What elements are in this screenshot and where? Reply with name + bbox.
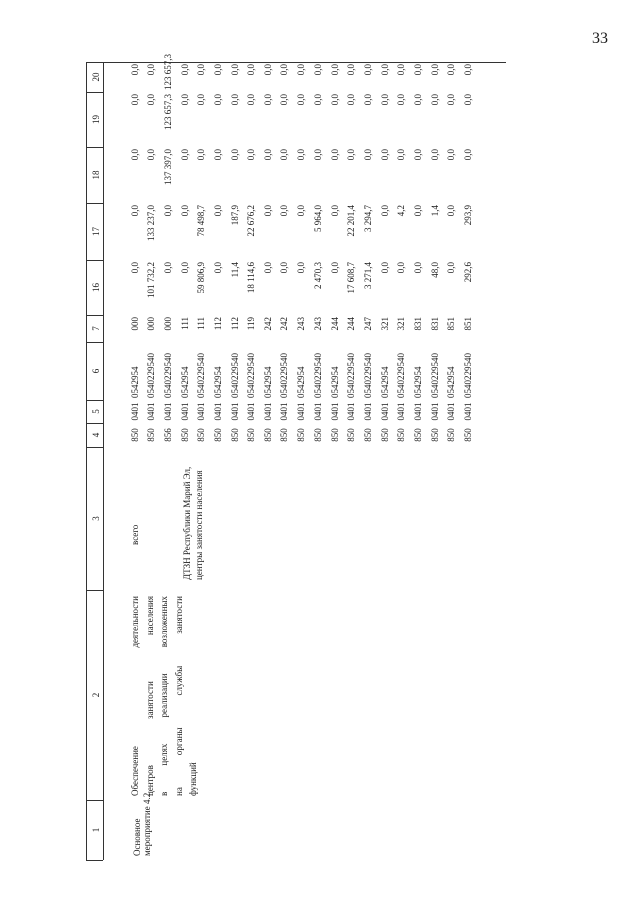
row-label-main-activity: Основное мероприятие 4.2 <box>132 792 152 856</box>
cell-c17: 0,0 <box>130 205 140 217</box>
cell-c6: 0540229540 <box>346 353 356 398</box>
table-left-edge <box>86 62 87 860</box>
cell-c18: 0,0 <box>296 149 306 161</box>
cell-c5: 0401 <box>163 402 173 421</box>
cell-c7: 242 <box>279 317 289 331</box>
cell-c4: 850 <box>246 428 256 442</box>
header-cell-19: 19 <box>91 115 101 124</box>
cell-c4: 850 <box>180 428 190 442</box>
description-line: в целях реализации возложенных <box>159 596 169 796</box>
cell-c19: 0,0 <box>346 94 356 106</box>
cell-c20: 0,0 <box>246 64 256 76</box>
cell-c19: 0,0 <box>130 94 140 106</box>
cell-c18: 0,0 <box>330 149 340 161</box>
cell-c4: 850 <box>313 428 323 442</box>
cell-c17: 0,0 <box>446 205 456 217</box>
cell-c16: 48,0 <box>430 262 440 278</box>
header-cell-6: 6 <box>91 368 101 374</box>
cell-c5: 0401 <box>430 402 440 421</box>
cell-c20: 0,0 <box>196 64 206 76</box>
cell-c19: 0,0 <box>380 94 390 106</box>
cell-c4: 850 <box>279 428 289 442</box>
executor-org: центры занятости населения <box>194 470 204 580</box>
cell-c5: 0401 <box>396 402 406 421</box>
cell-c20: 123 657,3 <box>163 54 173 90</box>
cell-c16: 0,0 <box>279 262 289 274</box>
description-line: Обеспечение деятельности <box>130 596 140 796</box>
cell-c6: 0540229540 <box>146 353 156 398</box>
cell-c18: 0,0 <box>313 149 323 161</box>
cell-c4: 850 <box>363 428 373 442</box>
cell-c4: 850 <box>396 428 406 442</box>
executor-total: всего <box>130 524 140 545</box>
header-col-separator <box>86 860 103 861</box>
cell-c6: 0542954 <box>446 366 456 398</box>
cell-c18: 0,0 <box>263 149 273 161</box>
cell-c20: 0,0 <box>380 64 390 76</box>
cell-c5: 0401 <box>313 402 323 421</box>
cell-c16: 2 470,3 <box>313 262 323 289</box>
cell-c16: 59 806,9 <box>196 262 206 294</box>
cell-c5: 0401 <box>130 402 140 421</box>
cell-c20: 0,0 <box>313 64 323 76</box>
cell-c7: 244 <box>330 317 340 331</box>
cell-c7: 243 <box>296 317 306 331</box>
cell-c20: 0,0 <box>363 64 373 76</box>
cell-c18: 0,0 <box>230 149 240 161</box>
cell-c16: 0,0 <box>396 262 406 274</box>
cell-c17: 0,0 <box>213 205 223 217</box>
cell-c19: 0,0 <box>363 94 373 106</box>
cell-c19: 0,0 <box>413 94 423 106</box>
cell-c5: 0401 <box>463 402 473 421</box>
cell-c17: 0,0 <box>330 205 340 217</box>
cell-c17: 1,4 <box>430 205 440 217</box>
cell-c7: 242 <box>263 317 273 331</box>
cell-c20: 0,0 <box>346 64 356 76</box>
cell-c6: 0542954 <box>330 366 340 398</box>
cell-c18: 137 397,0 <box>163 149 173 185</box>
cell-c5: 0401 <box>330 402 340 421</box>
cell-c7: 000 <box>130 317 140 331</box>
cell-c19: 0,0 <box>196 94 206 106</box>
cell-c20: 0,0 <box>279 64 289 76</box>
cell-c7: 112 <box>230 317 240 331</box>
cell-c6: 0542954 <box>380 366 390 398</box>
cell-c16: 0,0 <box>330 262 340 274</box>
cell-c7: 851 <box>446 317 456 331</box>
cell-c19: 0,0 <box>180 94 190 106</box>
cell-c6: 0540229540 <box>463 353 473 398</box>
cell-c6: 0540229540 <box>196 353 206 398</box>
cell-c5: 0401 <box>196 402 206 421</box>
cell-c6: 0542954 <box>213 366 223 398</box>
executor-org: ДТЗН Республики Марий Эл, <box>182 466 192 580</box>
cell-c4: 850 <box>380 428 390 442</box>
cell-c19: 0,0 <box>396 94 406 106</box>
cell-c7: 247 <box>363 317 373 331</box>
cell-c6: 0542954 <box>263 366 273 398</box>
cell-c18: 0,0 <box>380 149 390 161</box>
cell-c5: 0401 <box>363 402 373 421</box>
cell-c16: 0,0 <box>446 262 456 274</box>
cell-c16: 0,0 <box>163 262 173 274</box>
cell-c18: 0,0 <box>130 149 140 161</box>
cell-c19: 0,0 <box>230 94 240 106</box>
cell-c5: 0401 <box>213 402 223 421</box>
cell-c4: 850 <box>130 428 140 442</box>
header-cell-2: 2 <box>91 692 101 698</box>
cell-c18: 0,0 <box>413 149 423 161</box>
cell-c17: 78 498,7 <box>196 205 206 237</box>
cell-c18: 0,0 <box>396 149 406 161</box>
cell-c5: 0401 <box>446 402 456 421</box>
cell-c16: 11,4 <box>230 262 240 278</box>
cell-c18: 0,0 <box>180 149 190 161</box>
header-cell-16: 16 <box>91 283 101 292</box>
cell-c17: 22 201,4 <box>346 205 356 237</box>
cell-c17: 0,0 <box>263 205 273 217</box>
cell-c19: 0,0 <box>330 94 340 106</box>
cell-c6: 0540229540 <box>430 353 440 398</box>
cell-c19: 0,0 <box>246 94 256 106</box>
cell-c19: 0,0 <box>213 94 223 106</box>
cell-c5: 0401 <box>380 402 390 421</box>
header-cell-17: 17 <box>91 227 101 236</box>
description-line: центров занятости населения <box>144 596 155 796</box>
cell-c17: 187,9 <box>230 205 240 226</box>
cell-c5: 0401 <box>296 402 306 421</box>
cell-c7: 851 <box>463 317 473 331</box>
cell-c5: 0401 <box>146 402 156 421</box>
cell-c4: 850 <box>213 428 223 442</box>
cell-c6: 0540229540 <box>163 353 173 398</box>
cell-c16: 0,0 <box>213 262 223 274</box>
cell-c17: 3 294,7 <box>363 205 373 232</box>
cell-c17: 5 964,0 <box>313 205 323 232</box>
cell-c17: 0,0 <box>180 205 190 217</box>
cell-c16: 0,0 <box>180 262 190 274</box>
header-cell-5: 5 <box>91 409 101 414</box>
cell-c6: 0542954 <box>413 366 423 398</box>
cell-c16: 292,6 <box>463 262 473 283</box>
cell-c6: 0540229540 <box>230 353 240 398</box>
cell-c4: 856 <box>163 428 173 442</box>
cell-c20: 0,0 <box>330 64 340 76</box>
cell-c17: 0,0 <box>413 205 423 217</box>
cell-c16: 101 732,2 <box>146 262 156 298</box>
cell-c6: 0540229540 <box>396 353 406 398</box>
cell-c19: 0,0 <box>430 94 440 106</box>
description-line: функций <box>188 762 198 796</box>
header-cell-20: 20 <box>91 72 101 82</box>
cell-c18: 0,0 <box>146 149 156 161</box>
cell-c17: 0,0 <box>163 205 173 217</box>
cell-c6: 0542954 <box>296 366 306 398</box>
cell-c18: 0,0 <box>446 149 456 161</box>
table-top-rule <box>86 62 506 63</box>
cell-c18: 0,0 <box>463 149 473 161</box>
cell-c7: 243 <box>313 317 323 331</box>
cell-c17: 4,2 <box>396 205 406 217</box>
cell-c20: 0,0 <box>413 64 423 76</box>
cell-c17: 0,0 <box>279 205 289 217</box>
cell-c6: 0542954 <box>130 366 140 398</box>
cell-c16: 0,0 <box>130 262 140 274</box>
cell-c17: 0,0 <box>296 205 306 217</box>
cell-c7: 112 <box>213 317 223 331</box>
cell-c7: 111 <box>180 317 190 330</box>
cell-c16: 0,0 <box>263 262 273 274</box>
cell-c19: 0,0 <box>146 94 156 106</box>
cell-c7: 244 <box>346 317 356 331</box>
cell-c16: 0,0 <box>413 262 423 274</box>
cell-c6: 0540229540 <box>246 353 256 398</box>
cell-c4: 850 <box>196 428 206 442</box>
cell-c19: 0,0 <box>313 94 323 106</box>
cell-c7: 321 <box>396 317 406 331</box>
header-cell-7: 7 <box>91 326 101 331</box>
header-cell-3: 3 <box>91 516 101 521</box>
header-cell-1: 1 <box>91 827 101 833</box>
cell-c19: 0,0 <box>446 94 456 106</box>
cell-c4: 850 <box>346 428 356 442</box>
cell-c4: 850 <box>413 428 423 442</box>
cell-c20: 0,0 <box>230 64 240 76</box>
cell-c4: 850 <box>296 428 306 442</box>
cell-c4: 850 <box>446 428 456 442</box>
cell-c4: 850 <box>146 428 156 442</box>
cell-c4: 850 <box>463 428 473 442</box>
cell-c19: 123 657,3 <box>163 94 173 130</box>
cell-c4: 850 <box>430 428 440 442</box>
cell-c20: 0,0 <box>446 64 456 76</box>
cell-c17: 0,0 <box>380 205 390 217</box>
cell-c20: 0,0 <box>263 64 273 76</box>
cell-c19: 0,0 <box>463 94 473 106</box>
cell-c19: 0,0 <box>279 94 289 106</box>
cell-c20: 0,0 <box>180 64 190 76</box>
cell-c7: 831 <box>430 317 440 331</box>
cell-c5: 0401 <box>279 402 289 421</box>
cell-c5: 0401 <box>413 402 423 421</box>
cell-c18: 0,0 <box>196 149 206 161</box>
header-bottom-rule <box>103 62 104 860</box>
cell-c6: 0542954 <box>180 366 190 398</box>
cell-c5: 0401 <box>346 402 356 421</box>
cell-c20: 0,0 <box>430 64 440 76</box>
cell-c7: 000 <box>163 317 173 331</box>
cell-c18: 0,0 <box>213 149 223 161</box>
cell-c16: 18 114,6 <box>246 262 256 294</box>
cell-c20: 0,0 <box>296 64 306 76</box>
header-cell-4: 4 <box>91 432 101 438</box>
cell-c4: 850 <box>330 428 340 442</box>
cell-c7: 000 <box>146 317 156 331</box>
cell-c6: 0540229540 <box>363 353 373 398</box>
cell-c16: 0,0 <box>380 262 390 274</box>
cell-c7: 111 <box>196 317 206 330</box>
cell-c20: 0,0 <box>463 64 473 76</box>
cell-c18: 0,0 <box>346 149 356 161</box>
description-line: на органы службы занятости <box>173 596 184 796</box>
cell-c7: 119 <box>246 317 256 331</box>
cell-c18: 0,0 <box>430 149 440 161</box>
cell-c18: 0,0 <box>363 149 373 161</box>
cell-c5: 0401 <box>230 402 240 421</box>
cell-c5: 0401 <box>263 402 273 421</box>
cell-c19: 0,0 <box>263 94 273 106</box>
cell-c5: 0401 <box>180 402 190 421</box>
page-number: 33 <box>592 30 608 47</box>
cell-c7: 831 <box>413 317 423 331</box>
cell-c18: 0,0 <box>279 149 289 161</box>
cell-c7: 321 <box>380 317 390 331</box>
cell-c18: 0,0 <box>246 149 256 161</box>
cell-c6: 0540229540 <box>279 353 289 398</box>
cell-c17: 133 237,0 <box>146 205 156 241</box>
cell-c4: 850 <box>230 428 240 442</box>
cell-c20: 0,0 <box>213 64 223 76</box>
cell-c20: 0,0 <box>396 64 406 76</box>
cell-c6: 0540229540 <box>313 353 323 398</box>
cell-c17: 22 676,2 <box>246 205 256 237</box>
cell-c16: 3 271,4 <box>363 262 373 289</box>
cell-c19: 0,0 <box>296 94 306 106</box>
cell-c20: 0,0 <box>130 64 140 76</box>
header-cell-18: 18 <box>91 170 101 180</box>
cell-c4: 850 <box>263 428 273 442</box>
cell-c20: 0,0 <box>146 64 156 76</box>
cell-c16: 0,0 <box>296 262 306 274</box>
cell-c16: 17 608,7 <box>346 262 356 294</box>
cell-c17: 293,9 <box>463 205 473 226</box>
cell-c5: 0401 <box>246 402 256 421</box>
